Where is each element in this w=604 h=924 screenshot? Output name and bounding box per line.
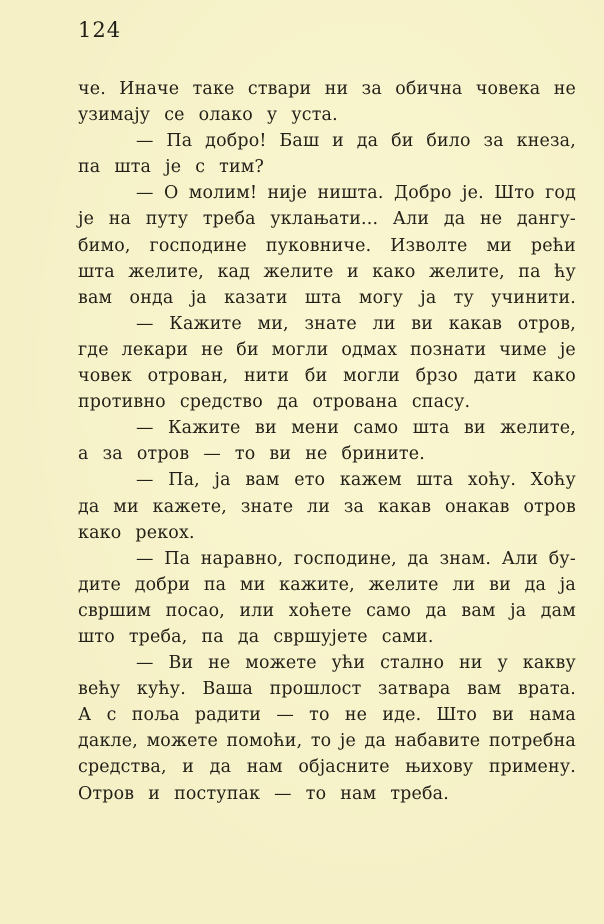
- text-line: противно средство да отрована спасу.: [78, 392, 471, 413]
- text-line: да ми кажете, знате ли за какав онакав отров: [78, 496, 576, 517]
- text-line: А с поља радити — то не иде. Што ви нама: [78, 705, 576, 726]
- text-line: — Па добро! Баш и да би било за кнеза,: [136, 131, 576, 152]
- text-line: је на путу треба уклањати... Али да не дангу-: [78, 209, 576, 230]
- text-line: шта желите, кад желите и како желите, па ћу: [78, 261, 576, 282]
- text-line: већу кућу. Ваша прошлост затвара вам врата.: [78, 679, 576, 700]
- text-line: че. Иначе таке ствари ни за обична човека не: [78, 79, 576, 99]
- text-line: свршим посао, или хоћете само да вам ја дам: [78, 600, 576, 621]
- text-line: — Кажите ми, знате ли ви какав отров,: [136, 313, 576, 334]
- text-line: човек отрован, нити би могли брзо дати како: [78, 366, 576, 387]
- text-line: — Па наравно, господине, да знам. Али бу-: [136, 548, 576, 569]
- text-line: па шта је с тим?: [78, 157, 265, 178]
- text-line: Отров и поступак — то нам треба.: [78, 783, 449, 804]
- page-number: 124: [78, 18, 122, 42]
- text-line: дакле, можете помоћи, то је да набавите потребна: [78, 731, 576, 752]
- text-line: где лекари не би могли одмах познати чиме је: [78, 339, 576, 360]
- text-line: узимају се олако у уста.: [78, 105, 338, 126]
- text-line: — Ви не можете ући стално ни у какву: [136, 653, 576, 674]
- text-line: како рекох.: [78, 522, 195, 543]
- text-line: вам онда ја казати шта могу ја ту учинити.: [78, 287, 576, 308]
- text-line: бимо, господине пуковниче. Изволте ми рећи: [78, 235, 576, 256]
- text-line: што треба, па да свршујете сами.: [78, 626, 434, 647]
- text-line: — О молим! није ништа. Добро је. Што год: [136, 183, 576, 204]
- text-line: средства, и да нам објасните њихову примену.: [78, 757, 576, 778]
- body-text: [78, 76, 576, 807]
- text-line: дите добри па ми кажите, желите ли ви да ја: [78, 574, 576, 595]
- text-line: — Кажите ви мени само шта ви желите,: [136, 418, 576, 439]
- text-line: — Па, ја вам ето кажем шта хоћу. Хоћу: [136, 470, 576, 491]
- text-line: а за отров — то ви не брините.: [78, 444, 425, 465]
